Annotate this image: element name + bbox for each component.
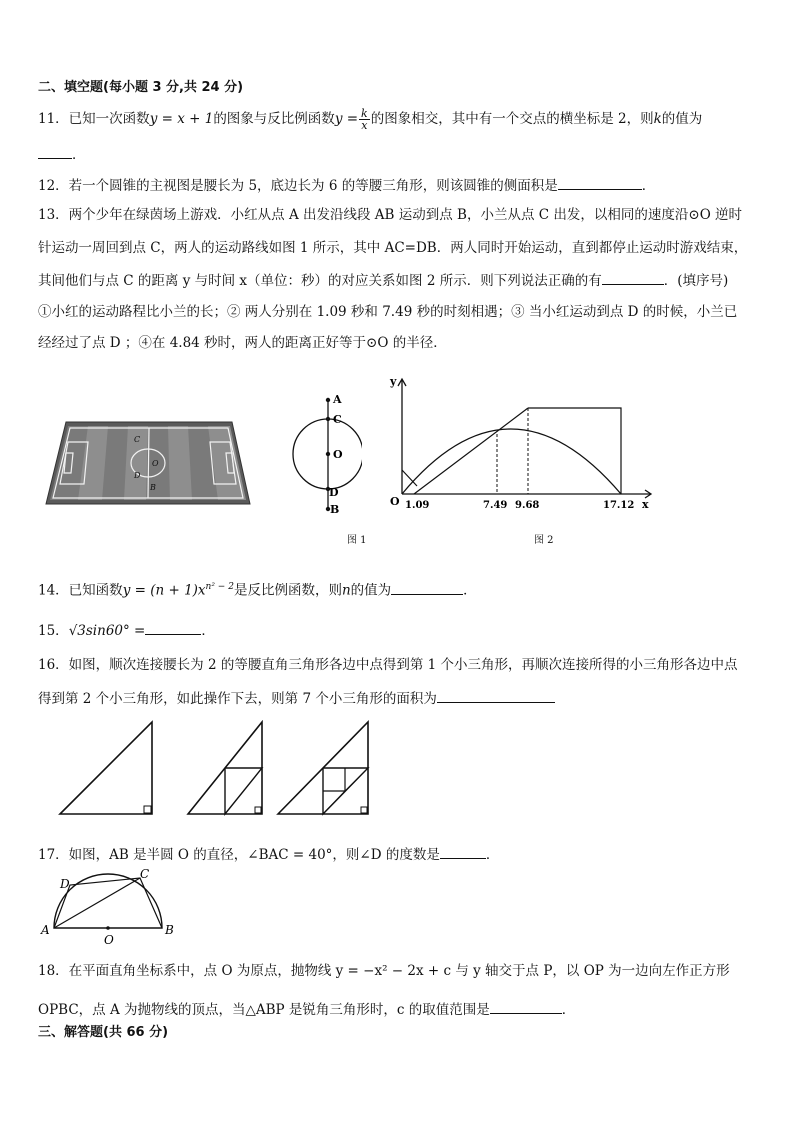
question-17 xyxy=(38,844,499,864)
q12-end: ． xyxy=(641,178,656,194)
field-label-d: D xyxy=(134,471,141,480)
q11-k: k xyxy=(653,111,662,127)
section-heading-solutions: 三、解答题(共 66 分) xyxy=(38,1025,169,1040)
section-heading-fill-in: 二、填空题(每小题 3 分,共 24 分) xyxy=(38,80,244,95)
q17-label-c: C xyxy=(140,867,150,881)
q17-end: ． xyxy=(485,847,500,863)
q17-answer-blank[interactable] xyxy=(440,844,486,859)
question-11-line2 xyxy=(38,144,86,164)
q13-line3-text: 其间他们与点 C 的距离 y 与时间 x（单位：秒）的对应关系如图 2 所示．则下列说法正确的有 xyxy=(38,273,602,289)
q14-text-c: 的值为 xyxy=(350,582,392,599)
q17-label-b: B xyxy=(165,923,174,937)
q11-text-a: 11．已知一次函数 xyxy=(38,111,150,127)
q11-frac-num: k xyxy=(361,107,368,120)
q14-text-b: 是反比例函数，则 xyxy=(233,582,342,599)
fig1-label-c: C xyxy=(333,413,342,426)
fig2-tick-2: 7.49 xyxy=(483,500,508,511)
q11-fraction xyxy=(359,108,370,131)
question-13-line2: 针运动一周回到点 C，两人的运动路线如图 1 所示，其中 AC=DB．两人同时开始运动，直到都停止运动时游戏结束， xyxy=(38,240,748,256)
q17-label-o: O xyxy=(104,933,114,947)
question-18-line1: 18．在平面直角坐标系中，点 O 为原点，抛物线 y = −x² − 2x + c 与 y 轴交于点 P，以 OP 为一边向左作正方形 xyxy=(38,963,730,979)
q11-fn2-lhs: y = xyxy=(334,111,359,127)
q11-text-c: 的图象相交，其中有一个交点的横坐标是 2，则 xyxy=(370,111,654,127)
figure-2-caption: 图 2 xyxy=(534,535,554,546)
fig2-tick-4: 17.12 xyxy=(603,500,635,511)
q16-triangle-figure-1 xyxy=(58,720,158,816)
q15-end: ． xyxy=(201,623,215,639)
question-13-line4: ①小红的运动路程比小兰的长；② 两人分别在 1.09 秒和 7.49 秒的时刻相遇；③ 当小红运动到点 D 的时候，小兰已 xyxy=(38,304,738,320)
field-label-b: B xyxy=(150,483,156,492)
q14-end: ． xyxy=(463,582,477,599)
fig2-y-label: y xyxy=(390,375,397,388)
q11-text-b: 的图象与反比例函数 xyxy=(213,111,335,127)
figure-2-graph xyxy=(370,372,656,518)
q11-end: ． xyxy=(72,147,86,163)
q17-label-d: D xyxy=(60,877,70,891)
question-11-line1 xyxy=(38,108,702,131)
question-14 xyxy=(38,578,477,600)
question-13-line5: 经经过了点 D ；④在 4.84 秒时，两人的距离正好等于⊙O 的半径． xyxy=(38,335,447,351)
field-label-c: C xyxy=(134,435,141,444)
q14-exponent: n² − 2 xyxy=(205,582,234,592)
q13-answer-blank[interactable] xyxy=(602,270,664,285)
q16-line2-text: 得到第 2 个小三角形，如此操作下去，则第 7 个小三角形的面积为 xyxy=(38,691,437,707)
field-label-o: O xyxy=(152,459,159,468)
figure-1-circle xyxy=(282,388,362,518)
question-15 xyxy=(38,620,215,640)
q14-n: n xyxy=(341,582,351,599)
q11-linear-fn: y = x + 1 xyxy=(149,111,214,127)
figure-1-caption: 图 1 xyxy=(347,535,367,546)
q13-line3-end: ．(填序号) xyxy=(663,273,729,289)
q16-answer-blank[interactable] xyxy=(437,688,555,703)
q14-fn: y = (n + 1)x xyxy=(122,582,206,599)
q15-number: 15． xyxy=(38,623,69,639)
q11-answer-blank[interactable] xyxy=(38,144,72,159)
q18-line2-text: OPBC，点 A 为抛物线的顶点，当△ABP 是锐角三角形时，c 的取值范围是 xyxy=(38,1002,490,1018)
fig1-label-a: A xyxy=(333,393,342,406)
q11-frac-den: x xyxy=(361,119,368,132)
fig2-x-label: x xyxy=(642,498,649,511)
fig1-label-b: B xyxy=(330,503,340,516)
fig1-label-o: O xyxy=(333,448,343,461)
question-13-line3 xyxy=(38,270,728,290)
q11-text-d: 的值为 xyxy=(661,111,703,127)
q15-answer-blank[interactable] xyxy=(145,620,201,635)
q18-end: ． xyxy=(561,1002,576,1018)
q14-text-a: 14．已知函数 xyxy=(38,582,123,599)
question-13-line1: 13．两个少年在绿茵场上游戏．小红从点 A 出发沿线段 AB 运动到点 B，小兰从点 C 出发，以相同的速度沿⊙O 逆时 xyxy=(38,207,743,223)
q15-expression: √3sin60° = xyxy=(68,623,146,639)
q14-answer-blank[interactable] xyxy=(391,580,463,595)
question-16-line2 xyxy=(38,688,555,708)
q18-answer-blank[interactable] xyxy=(490,999,562,1014)
q17-text: 17．如图，AB 是半圆 O 的直径，∠BAC = 40°，则∠D 的度数是 xyxy=(38,847,440,863)
q12-text: 12．若一个圆锥的主视图是腰长为 5，底边长为 6 的等腰三角形，则该圆锥的侧面积是 xyxy=(38,178,558,194)
fig2-tick-1: 1.09 xyxy=(405,500,430,511)
fig1-label-d: D xyxy=(329,486,339,499)
q17-label-a: A xyxy=(41,923,50,937)
question-12 xyxy=(38,175,655,195)
question-16-line1: 16．如图，顺次连接腰长为 2 的等腰直角三角形各边中点得到第 1 个小三角形，再顺次连接所得的小三角形各边中点 xyxy=(38,657,738,673)
soccer-field-image xyxy=(42,420,254,506)
q16-triangle-figure-3 xyxy=(276,720,372,816)
q16-triangle-figure-2 xyxy=(186,720,266,816)
q12-answer-blank[interactable] xyxy=(558,175,642,190)
question-18-line2 xyxy=(38,999,575,1019)
fig2-origin: O xyxy=(390,495,400,508)
q17-semicircle-figure xyxy=(38,866,178,948)
fig2-tick-3: 9.68 xyxy=(515,500,540,511)
